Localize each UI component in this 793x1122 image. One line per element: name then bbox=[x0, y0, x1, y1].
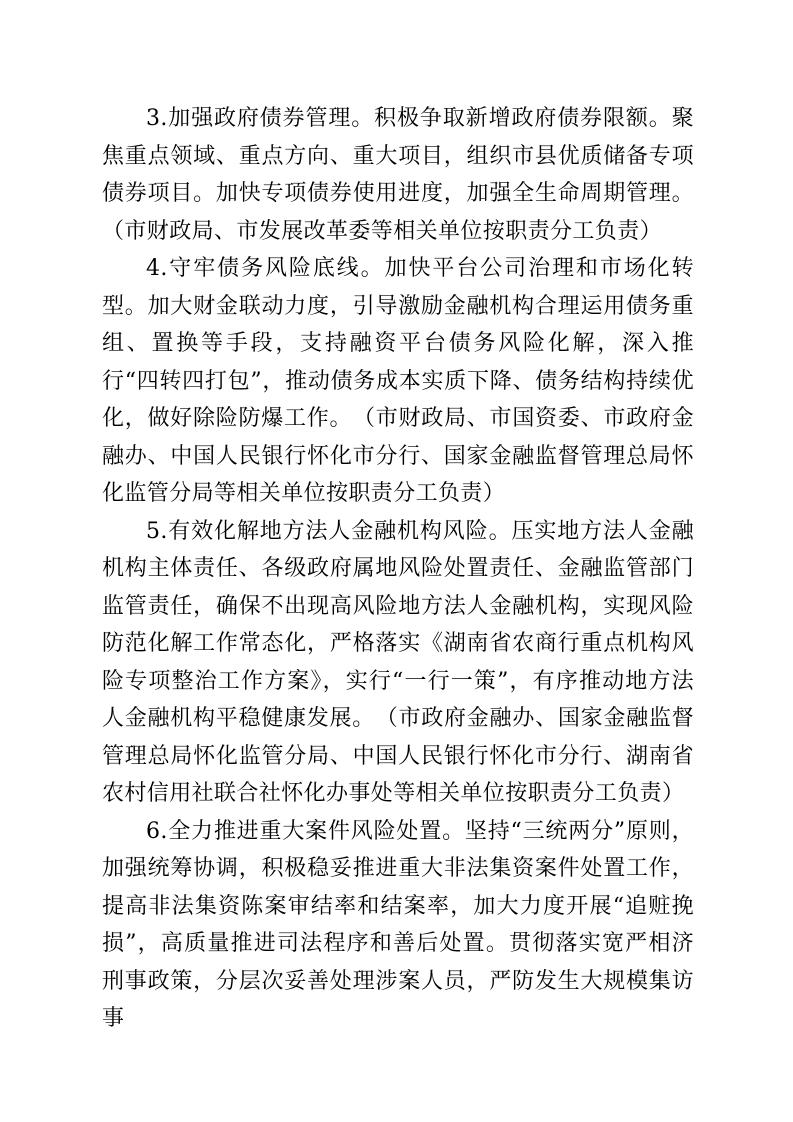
paragraph-item-5: 5.有效化解地方法人金融机构风险。压实地方法人金融机构主体责任、各级政府属地风险处置责任、金融监管部门监管责任，确保不出现高风险地方法人金融机构，实现风险防范化解工作常态化，严格落实《湖南省农商行重点机构风险专项整治工作方案》，实行“一行一策”，有序推动地方法人金融机构平稳健康发展。 （市政府金融办、国家金融监督管理总局怀化监管分局、中国人民银行怀化市分行、湖南省农村信用社联合社怀化办事处等相关单位按职责分工负责） bbox=[102, 518, 694, 806]
paragraph-item-4: 4.守牢债务风险底线。加快平台公司治理和市场化转型。加大财金联动力度，引导激励金融机构合理运用债务重组、置换等手段，支持融资平台债务风险化解，深入推行“四转四打包”，推动债务成本实质下降、债务结构持续优化，做好除险防爆工作。 （市财政局、市国资委、市政府金融办、中国人民银行怀化市分行、国家金融监督管理总局怀化监管分局等相关单位按职责分工负责） bbox=[102, 256, 694, 506]
paragraph-item-3: 3.加强政府债券管理。积极争取新增政府债券限额。聚焦重点领域、重点方向、重大项目，组织市县优质储备专项债券项目。加快专项债券使用进度，加强全生命周期管理。（市财政局、市发展改革委等相关单位按职责分工负责） bbox=[102, 106, 694, 244]
paragraph-item-6: 6.全力推进重大案件风险处置。坚持“三统两分”原则，加强统筹协调，积极稳妥推进重大非法集资案件处置工作，提高非法集资陈案审结率和结案率，加大力度开展“追赃挽损”，高质量推进司法程序和善后处置。贯彻落实宽严相济刑事政策，分层次妥善处理涉案人员，严防发生大规模集访事 bbox=[102, 818, 694, 1031]
document-body bbox=[102, 100, 694, 1038]
